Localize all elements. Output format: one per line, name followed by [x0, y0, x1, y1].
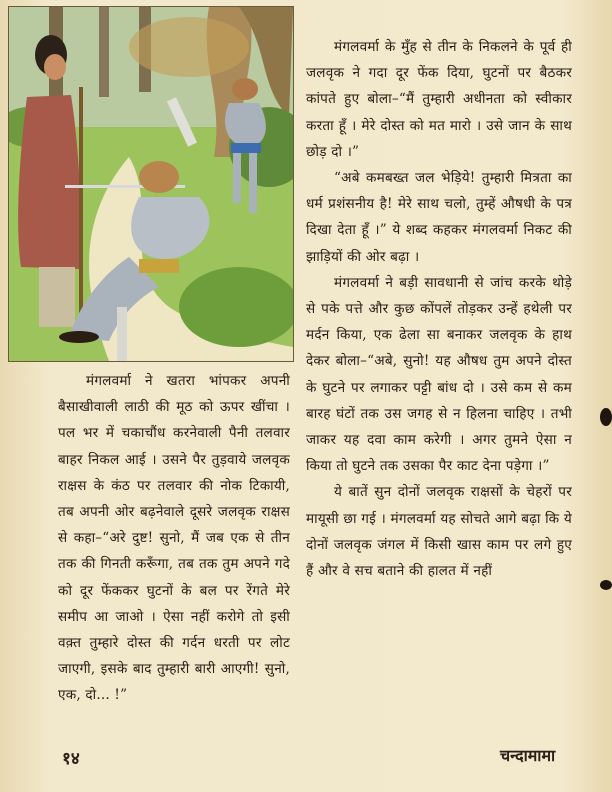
magazine-name: चन्दामामा [500, 746, 556, 765]
page-number: १४ [62, 749, 80, 769]
right-text-column [306, 34, 572, 584]
left-text-column [58, 368, 290, 709]
paragraph: मंगलवर्मा के मुँह से तीन के निकलने के पूर्व ही जलवृक ने गदा दूर फेंक दिया, घुटनों पर बैठकर कांपते हुए बोला–“मैं तुम्हारी अधीनता को स्वीकार करता हूँ । मेरे दोस्त को मत मारो । उसे जान के साथ छोड़ दो ।” [306, 39, 572, 160]
ink-blot [600, 408, 612, 426]
paragraph: मंगलवर्मा ने खतरा भांपकर अपनी बैसाखीवाली लाठी की मूठ को ऊपर खींचा । पल भर में चकाचौंध करनेवाली पैनी तलवार बाहर निकल आई । उसने पैर तुड़वाये जलवृक राक्षस के कंठ पर तलवार की नोक टिकायी, तब अपनी ओर बढ़नेवाले दूसरे जलवृक राक्षस से कहा–“अरे दुष्ट! सुनो, मैं जब एक से तीन तक की गिनती करूँगा, तब तक तुम अपने गदे को दूर फेंककर घुटनों के बल पर रेंगते मेरे समीप आ जाओ । ऐसा नहीं करोगे तो इसी वक़्त तुम्हारे दोस्त की गर्दन धरती पर लोट जाएगी, इसके बाद तुम्हारी बारी आएगी! सुनो, एक, दो... !” [58, 373, 290, 704]
forest-scene-illustration [9, 7, 293, 361]
paragraph: मंगलवर्मा ने बड़ी सावधानी से जांच करके थोड़े से पके पत्ते और कुछ कोंपलें तोड़कर उन्हें हथेली पर मर्दन किया, एक ढेला सा बनाकर जलवृक के हाथ देकर बोला–“अबे, सुनो! यह औषध तुम अपने दोस्त के घुटने पर लगाकर पट्टी बांध दो । उसे कम से कम बारह घंटों तक उस जगह से न हिलना चाहिए । तभी जाकर यह दवा काम करेगी । अगर तुमने ऐसा न किया तो घुटने तक उसका पैर काट देना पड़ेगा ।” [306, 274, 572, 475]
paragraph: “अबे कमबख्त जल भेड़िये! तुम्हारी मित्रता का धर्म प्रशंसनीय है! मेरे साथ चलो, तुम्हें औषधी के पत्र दिखा देता हूँ ।” ये शब्द कहकर मंगलवर्मा निकट की झाड़ियों की ओर बढ़ा । [306, 170, 572, 265]
story-illustration [8, 6, 294, 362]
paragraph: ये बातें सुन दोनों जलवृक राक्षसों के चेहरों पर मायूसी छा गई । मंगलवर्मा यह सोचते आगे बढ़ा कि ये दोनों जलवृक जंगल में किसी खास काम पर लगे हुए हैं और वे सच बताने की हालत में नहीं [306, 484, 572, 580]
ink-blot [600, 580, 612, 590]
